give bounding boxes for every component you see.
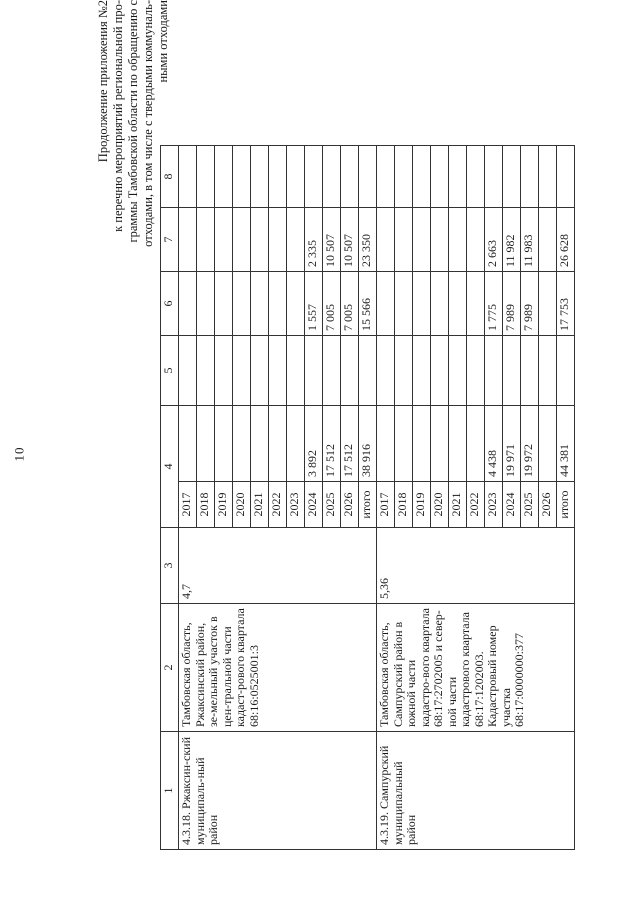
col8-cell — [377, 146, 395, 208]
year-cell: 2019 — [413, 482, 431, 528]
col6-cell — [449, 272, 467, 336]
col5-cell — [287, 336, 305, 406]
year-cell: 2018 — [197, 482, 215, 528]
col8-cell — [341, 146, 359, 208]
col6-cell — [377, 272, 395, 336]
year-cell: 2022 — [269, 482, 287, 528]
year-cell: 2017 — [377, 482, 395, 528]
col5-cell — [305, 336, 323, 406]
col7-cell — [395, 208, 413, 272]
total-cost-cell — [197, 406, 215, 482]
year-cell: 2021 — [251, 482, 269, 528]
col6-cell: 7 989 — [503, 272, 521, 336]
year-cell: 2023 — [485, 482, 503, 528]
total-cost-cell — [413, 406, 431, 482]
col5-cell — [539, 336, 557, 406]
col8-cell — [215, 146, 233, 208]
site-description: Тамбовская область, Сампурский район в южной части кадастро-вого квартала 68:17:2702005 и север-ной части кадастрового квартала 68:17:1202003. Кадастровый номер участка 68:17:0000000:377 — [377, 604, 575, 732]
column-header: 4 — [161, 406, 179, 528]
col8-cell — [251, 146, 269, 208]
col7-cell: 2 335 — [305, 208, 323, 272]
total-cost-cell: 17 512 — [341, 406, 359, 482]
col7-cell: 11 983 — [521, 208, 539, 272]
total-cost-cell: 4 438 — [485, 406, 503, 482]
district-name: 4.3.18. Ржаксин-ский муниципаль-ный район — [179, 732, 377, 850]
col8-cell — [197, 146, 215, 208]
year-cell: итого — [359, 482, 377, 528]
total-cost-cell — [251, 406, 269, 482]
col8-cell — [287, 146, 305, 208]
column-header: 2 — [161, 604, 179, 732]
col5-cell — [431, 336, 449, 406]
col8-cell — [557, 146, 575, 208]
total-cost-cell: 17 512 — [323, 406, 341, 482]
col7-cell: 11 982 — [503, 208, 521, 272]
col6-cell — [251, 272, 269, 336]
year-cell: 2025 — [521, 482, 539, 528]
total-cost-cell — [287, 406, 305, 482]
col7-cell: 26 628 — [557, 208, 575, 272]
total-cost-cell: 3 892 — [305, 406, 323, 482]
col6-cell — [269, 272, 287, 336]
column-header: 7 — [161, 208, 179, 272]
column-header: 1 — [161, 732, 179, 850]
year-cell: 2025 — [323, 482, 341, 528]
col8-cell — [359, 146, 377, 208]
total-cost-cell — [467, 406, 485, 482]
total-cost-cell — [449, 406, 467, 482]
col8-cell — [305, 146, 323, 208]
column-number-row — [161, 146, 179, 850]
total-cost-cell: 19 972 — [521, 406, 539, 482]
year-cell: 2018 — [395, 482, 413, 528]
col6-cell — [539, 272, 557, 336]
total-cost-cell — [233, 406, 251, 482]
col6-cell: 7 005 — [323, 272, 341, 336]
column-header: 5 — [161, 336, 179, 406]
col8-cell — [503, 146, 521, 208]
col6-cell — [215, 272, 233, 336]
col8-cell — [521, 146, 539, 208]
total-cost-cell — [377, 406, 395, 482]
year-cell: 2021 — [449, 482, 467, 528]
header-line: ными отходами — [156, 0, 170, 83]
total-cost-cell — [539, 406, 557, 482]
table-body — [179, 146, 575, 850]
col8-cell — [485, 146, 503, 208]
col8-cell — [323, 146, 341, 208]
col5-cell — [197, 336, 215, 406]
col7-cell — [179, 208, 197, 272]
col7-cell — [467, 208, 485, 272]
col7-cell: 2 663 — [485, 208, 503, 272]
total-cost-cell: 44 381 — [557, 406, 575, 482]
col5-cell — [341, 336, 359, 406]
col8-cell — [233, 146, 251, 208]
col8-cell — [413, 146, 431, 208]
col5-cell — [377, 336, 395, 406]
year-cell: 2026 — [341, 482, 359, 528]
total-cost-cell — [179, 406, 197, 482]
total-cost-cell: 38 916 — [359, 406, 377, 482]
col6-cell — [431, 272, 449, 336]
col5-cell — [251, 336, 269, 406]
col7-cell — [431, 208, 449, 272]
col5-cell — [557, 336, 575, 406]
col6-cell: 1 775 — [485, 272, 503, 336]
area-value: 5,36 — [377, 528, 575, 604]
column-header: 3 — [161, 528, 179, 604]
col7-cell — [197, 208, 215, 272]
year-cell: 2024 — [305, 482, 323, 528]
table-row — [377, 146, 395, 850]
col7-cell: 10 507 — [323, 208, 341, 272]
year-cell: 2017 — [179, 482, 197, 528]
header-line: к перечню мероприятий региональной про- — [111, 0, 125, 232]
total-cost-cell: 19 971 — [503, 406, 521, 482]
col6-cell: 17 753 — [557, 272, 575, 336]
col6-cell — [233, 272, 251, 336]
header-line: граммы Тамбовской области по обращению с — [126, 0, 140, 243]
total-cost-cell — [269, 406, 287, 482]
col5-cell — [485, 336, 503, 406]
col7-cell — [539, 208, 557, 272]
col6-cell: 7 005 — [341, 272, 359, 336]
column-header: 6 — [161, 272, 179, 336]
col8-cell — [539, 146, 557, 208]
col5-cell — [215, 336, 233, 406]
col5-cell — [413, 336, 431, 406]
col5-cell — [449, 336, 467, 406]
total-cost-cell — [395, 406, 413, 482]
col7-cell — [287, 208, 305, 272]
col7-cell: 10 507 — [341, 208, 359, 272]
col7-cell — [413, 208, 431, 272]
col8-cell — [269, 146, 287, 208]
col6-cell — [413, 272, 431, 336]
col6-cell — [179, 272, 197, 336]
col8-cell — [179, 146, 197, 208]
col6-cell — [197, 272, 215, 336]
col6-cell: 15 566 — [359, 272, 377, 336]
col7-cell: 23 350 — [359, 208, 377, 272]
area-value: 4,7 — [179, 528, 377, 604]
col5-cell — [467, 336, 485, 406]
year-cell: 2023 — [287, 482, 305, 528]
year-cell: 2020 — [431, 482, 449, 528]
header-line: отходами, в том числе с твердыми коммуналь- — [141, 0, 155, 247]
col6-cell — [467, 272, 485, 336]
col5-cell — [359, 336, 377, 406]
col7-cell — [269, 208, 287, 272]
col5-cell — [179, 336, 197, 406]
total-cost-cell — [431, 406, 449, 482]
col8-cell — [395, 146, 413, 208]
col5-cell — [503, 336, 521, 406]
year-cell: 2024 — [503, 482, 521, 528]
total-cost-cell — [215, 406, 233, 482]
document-sheet — [86, 0, 606, 850]
col5-cell — [269, 336, 287, 406]
col7-cell — [233, 208, 251, 272]
col8-cell — [467, 146, 485, 208]
year-cell: 2019 — [215, 482, 233, 528]
col6-cell: 7 989 — [521, 272, 539, 336]
col5-cell — [395, 336, 413, 406]
measures-table — [160, 145, 575, 850]
header-line: Продолжение приложения №2 — [96, 0, 110, 163]
site-description: Тамбовская область, Ржаксинский район, зе-мельный участок в цен-тральной части кадаст-рового квартала 68:16:0525001:3 — [179, 604, 377, 732]
page-number: 10 — [11, 446, 27, 462]
col8-cell — [449, 146, 467, 208]
col5-cell — [323, 336, 341, 406]
col6-cell: 1 557 — [305, 272, 323, 336]
col7-cell — [215, 208, 233, 272]
year-cell: 2022 — [467, 482, 485, 528]
district-name: 4.3.19. Сампурский муниципальный район — [377, 732, 575, 850]
year-cell: итого — [557, 482, 575, 528]
col8-cell — [431, 146, 449, 208]
col5-cell — [521, 336, 539, 406]
year-cell: 2020 — [233, 482, 251, 528]
col7-cell — [449, 208, 467, 272]
col5-cell — [233, 336, 251, 406]
col6-cell — [287, 272, 305, 336]
year-cell: 2026 — [539, 482, 557, 528]
col7-cell — [377, 208, 395, 272]
table-row — [179, 146, 197, 850]
column-header: 8 — [161, 146, 179, 208]
col7-cell — [251, 208, 269, 272]
col6-cell — [395, 272, 413, 336]
